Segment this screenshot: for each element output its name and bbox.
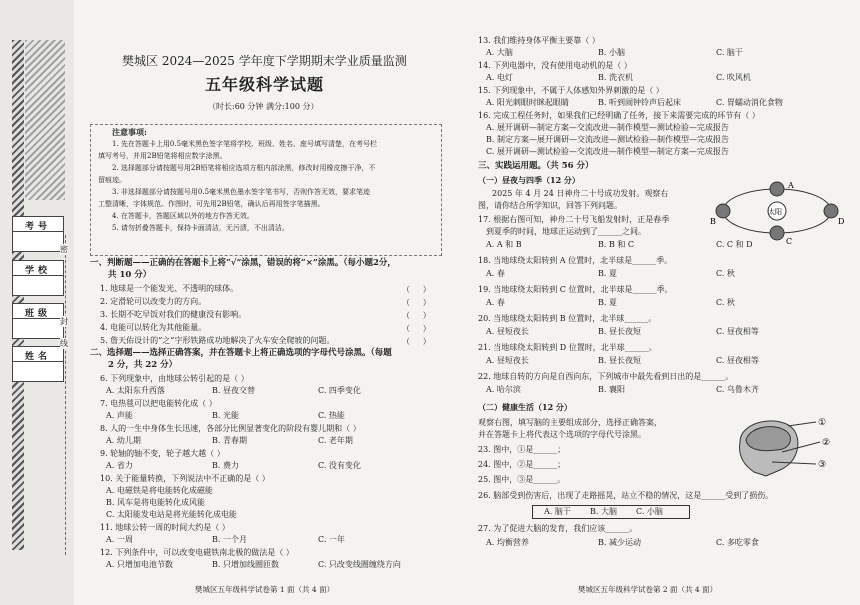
judge-item: 5. 詹天佑设计的“之”字形铁路成功地解决了火车安全爬坡的问题。: [100, 336, 335, 345]
page-footer: 樊城区五年级科学试卷第 2 面（共 4 面）: [578, 585, 718, 594]
option: A. 展开调研—制定方案—交流改进—制作模型—测试检验—完成报告: [486, 123, 729, 132]
brain-label: ②: [822, 438, 831, 448]
option: B. 听到闹钟铃声后起床: [598, 98, 681, 107]
question: 27. 为了促进大脑的发育，我们应该______。: [478, 524, 638, 533]
option: C. 胃蠕动消化食物: [716, 98, 783, 107]
judge-item: 2. 定滑轮可以改变力的方向。: [100, 297, 207, 306]
option: C. 昼夜相等: [716, 356, 759, 365]
question: 16. 完成工程任务时，如果我们已经明确了任务，接下来需要完成的环节有（ ）: [478, 111, 760, 120]
notice-line: 4. 在答题卡，答题区域以外的地方作答无效。: [112, 212, 254, 220]
option: A. A 和 B: [486, 240, 522, 249]
question: 到夏季的时间，地球正运动到了______之间。: [486, 227, 646, 236]
name-box: 姓名: [12, 346, 64, 382]
part-2-title: （二）健康生活（12 分）: [478, 402, 572, 412]
brain-diagram: [732, 412, 842, 478]
intro-line: 图，请你结合所学知识，回答下列问题。: [478, 201, 622, 210]
option: C. 乌鲁木齐: [716, 385, 759, 394]
option: B. 费力: [212, 461, 239, 470]
brain-label: ③: [818, 460, 827, 470]
option: A. 哈尔滨: [486, 385, 521, 394]
part-1-title: （一）昼夜与四季（12 分）: [478, 175, 580, 185]
orbit-label: B: [710, 217, 716, 226]
brain-label: ①: [818, 418, 827, 428]
option: A. 昼短夜长: [486, 327, 529, 336]
option: A. 一周: [106, 535, 133, 544]
option: C. 展开调研—测试检验—交流改进—制作模型—制定方案—完成报告: [486, 147, 729, 156]
option: B. 制定方案—展开调研—交流改进—测试检验—制作模型—完成报告: [486, 135, 729, 144]
option: B. 襄阳: [598, 385, 625, 394]
question: 17. 根据右图可知，神舟二十号飞船发射时，正是春季: [478, 215, 670, 224]
class-box: 班级: [12, 303, 64, 339]
option: C. 四季变化: [318, 386, 361, 395]
earth-icon: [770, 182, 784, 196]
option: B. 只增加线圈匝数: [212, 560, 279, 569]
section-1-title: 一、判断题——正确的在答题卡上将“√”涂黑，错误的将“×”涂黑。（每小题2分，: [90, 258, 396, 268]
question: 18. 当地球绕太阳转到 A 位置时，北半球是______季。: [478, 256, 673, 265]
seal-mark: 封: [60, 317, 68, 326]
option: B. B 和 C: [598, 240, 635, 249]
option: C. 老年期: [318, 436, 353, 445]
question: 24. 图中，②是______；: [478, 460, 566, 469]
option: B. 夏: [598, 269, 617, 278]
binding-strip: [0, 0, 74, 605]
option: B. 减少运动: [598, 538, 641, 547]
notice-line: 5. 请勿折叠答题卡，保持卡面清洁，无污渍，不出清洁。: [112, 224, 289, 232]
intro-line: 观察右图，填写脑的主要组成部分，选择正确答案，: [478, 418, 662, 427]
answer-paren: （ ）: [402, 337, 431, 346]
answer-paren: （ ）: [402, 298, 431, 307]
option: B. 洗衣机: [598, 73, 633, 82]
question: 11. 地球公转一周的时间大约是（ ）: [100, 523, 230, 532]
option: A. 大脑: [486, 48, 513, 57]
section-2-title: 2 分，共 22 分）: [108, 360, 178, 370]
exam-title: 五年级科学试题: [205, 75, 325, 94]
question: 22. 地球自转的方向是自西向东，下列城市中最先看到日出的是______。: [478, 372, 734, 381]
exam-number-box: 考号: [12, 216, 64, 252]
option: C. 昼夜相等: [716, 327, 759, 336]
option: C. 热能: [318, 411, 345, 420]
judge-item: 3. 长期不吃早饭对我们的健康没有影响。: [100, 310, 247, 319]
option: A. 声能: [106, 411, 133, 420]
option: C. 太阳能发电站是将光能转化成电能: [106, 510, 237, 519]
option: A. 太阳东升西落: [106, 386, 165, 395]
answer-paren: （ ）: [402, 285, 431, 294]
notice-line: 工整清晰，字体规范。作图时，可先用2B铅笔，确认后再用签字笔描黑。: [98, 200, 325, 208]
answer-paren: （ ）: [402, 324, 431, 333]
option: A. 电灯: [486, 73, 513, 82]
option: B. 风车是将电能转化成风能: [106, 498, 205, 507]
option: A. 春: [486, 298, 505, 307]
question: 21. 当地球绕太阳转到 D 位置时，北半球______。: [478, 343, 657, 352]
section-3-title: 三、实践运用题。（共 56 分）: [478, 161, 594, 171]
seal-mark: 密: [60, 245, 68, 254]
option: A. 电磁铁是将电能转化成磁能: [106, 486, 213, 495]
option: B. 昼长夜短: [598, 327, 641, 336]
page-footer: 樊城区五年级科学试卷第 1 面（共 4 面）: [195, 585, 335, 594]
option: C. 没有变化: [318, 461, 361, 470]
option: A. 只增加电池节数: [106, 560, 173, 569]
orbit-label: D: [838, 217, 845, 226]
orbit-diagram: [708, 176, 846, 246]
question: 20. 当地球绕太阳转到 B 位置时，北半球______。: [478, 314, 657, 323]
choice-item: A. 脑干: [544, 507, 571, 516]
option: C. 多吃零食: [716, 538, 759, 547]
notice-title: 注意事项:: [112, 127, 147, 137]
question: 8. 人的一生中身体生长迅速，各部分比例显著变化的阶段有婴儿期和（ ）: [100, 424, 361, 433]
orbit-label: C: [786, 237, 793, 246]
option: A. 春: [486, 269, 505, 278]
answer-paren: （ ）: [402, 311, 431, 320]
question: 23. 图中，①是______；: [478, 445, 566, 454]
choice-item: B. 大脑: [590, 507, 617, 516]
option: B. 小脑: [598, 48, 625, 57]
exam-header: 樊城区 2024—2025 学年度下学期期末学业质量监测: [122, 54, 407, 68]
option: C. 一年: [318, 535, 345, 544]
question: 12. 下列条件中，可以改变电磁铁南北极的做法是（ ）: [100, 548, 294, 557]
notice-line: 2. 选择题部分请按题号用2B铅笔将相应选项方框内部涂黑，修改时用橡皮擦干净，不: [112, 164, 376, 172]
option: B. 一个月: [212, 535, 247, 544]
section-1-title: 共 10 分）: [108, 270, 152, 280]
question: 6. 下列现象中，由地球公转引起的是（ ）: [100, 374, 249, 383]
option: C. 秋: [716, 269, 735, 278]
intro-line: 并在答题卡上将代表这个选项的字母代号涂黑。: [478, 430, 646, 439]
earth-icon: [716, 204, 730, 218]
seal-line: [65, 235, 66, 555]
earth-icon: [770, 226, 784, 240]
section-2-title: 二、选择题——选择正确答案，并在答题卡上将正确选项的字母代号涂黑。（每题: [90, 348, 392, 358]
option: A. 省力: [106, 461, 133, 470]
option: C. 吹风机: [716, 73, 751, 82]
question: 14. 下列电器中，没有使用电动机的是（ ）: [478, 61, 632, 70]
sun-label: 太阳: [768, 208, 782, 216]
question: 7. 电热毯可以把电能转化成（ ）: [100, 399, 217, 408]
notice-line: 填写考号，并用2B铅笔将相应数字涂黑。: [98, 152, 227, 160]
question: 19. 当地球绕太阳转到 C 位置时，北半球是______季。: [478, 285, 673, 294]
notice-line: 3. 非选择题部分请按题号用0.5毫米黑色墨水签字笔书写，否则作答无效，要求笔迹: [112, 188, 371, 196]
earth-icon: [824, 204, 838, 218]
option: B. 昼长夜短: [598, 356, 641, 365]
question: 26. 脑部受到伤害后，出现了走路摇晃，站立不稳的情况，这是______受到了损伤。: [478, 491, 774, 500]
question: 9. 轮轴的轴不变，轮子越大越（ ）: [100, 449, 225, 458]
page-2: [478, 0, 848, 605]
option: A. 幼儿期: [106, 436, 141, 445]
seal-mark: 线: [60, 339, 68, 348]
school-box: 学校: [12, 260, 64, 296]
decorative-band: [25, 40, 65, 200]
question: 13. 我们维持身体平衡主要靠（ ）: [478, 36, 600, 45]
option: C. 秋: [716, 298, 735, 307]
orbit-label: A: [788, 181, 794, 190]
option: B. 昼夜交替: [212, 386, 255, 395]
question: 25. 图中，③是______。: [478, 475, 566, 484]
option: C. 只改变线圈缠绕方向: [318, 560, 401, 569]
judge-item: 1. 地球是一个能发光、不透明的球体。: [100, 284, 239, 293]
option: B. 光能: [212, 411, 239, 420]
page-1: [90, 0, 450, 605]
notice-line: 1. 先在答题卡上用0.5毫米黑色签字笔将学校、班级、姓名、座号填写清楚，在考号栏: [112, 140, 378, 148]
time-score: （时长:60 分钟 满分:100 分）: [208, 102, 319, 111]
option: C. C 和 D: [716, 240, 753, 249]
choice-item: C. 小脑: [636, 507, 663, 516]
option: A. 均衡营养: [486, 538, 529, 547]
option: C. 脑干: [716, 48, 743, 57]
option: B. 青春期: [212, 436, 247, 445]
option: A. 昼短夜长: [486, 356, 529, 365]
intro-line: 2025 年 4 月 24 日神舟二十号成功发射。观察右: [492, 189, 669, 198]
question: 15. 下列现象中，不属于人体感知外界刺激的是（ ）: [478, 86, 664, 95]
question: 10. 关于能量转换，下列说法中不正确的是（ ）: [100, 474, 270, 483]
option: B. 夏: [598, 298, 617, 307]
option: A. 阳光刺眼时眯起眼睛: [486, 98, 569, 107]
notice-line: 留痕迹。: [98, 176, 126, 184]
judge-item: 4. 电能可以转化为其他能量。: [100, 323, 207, 332]
